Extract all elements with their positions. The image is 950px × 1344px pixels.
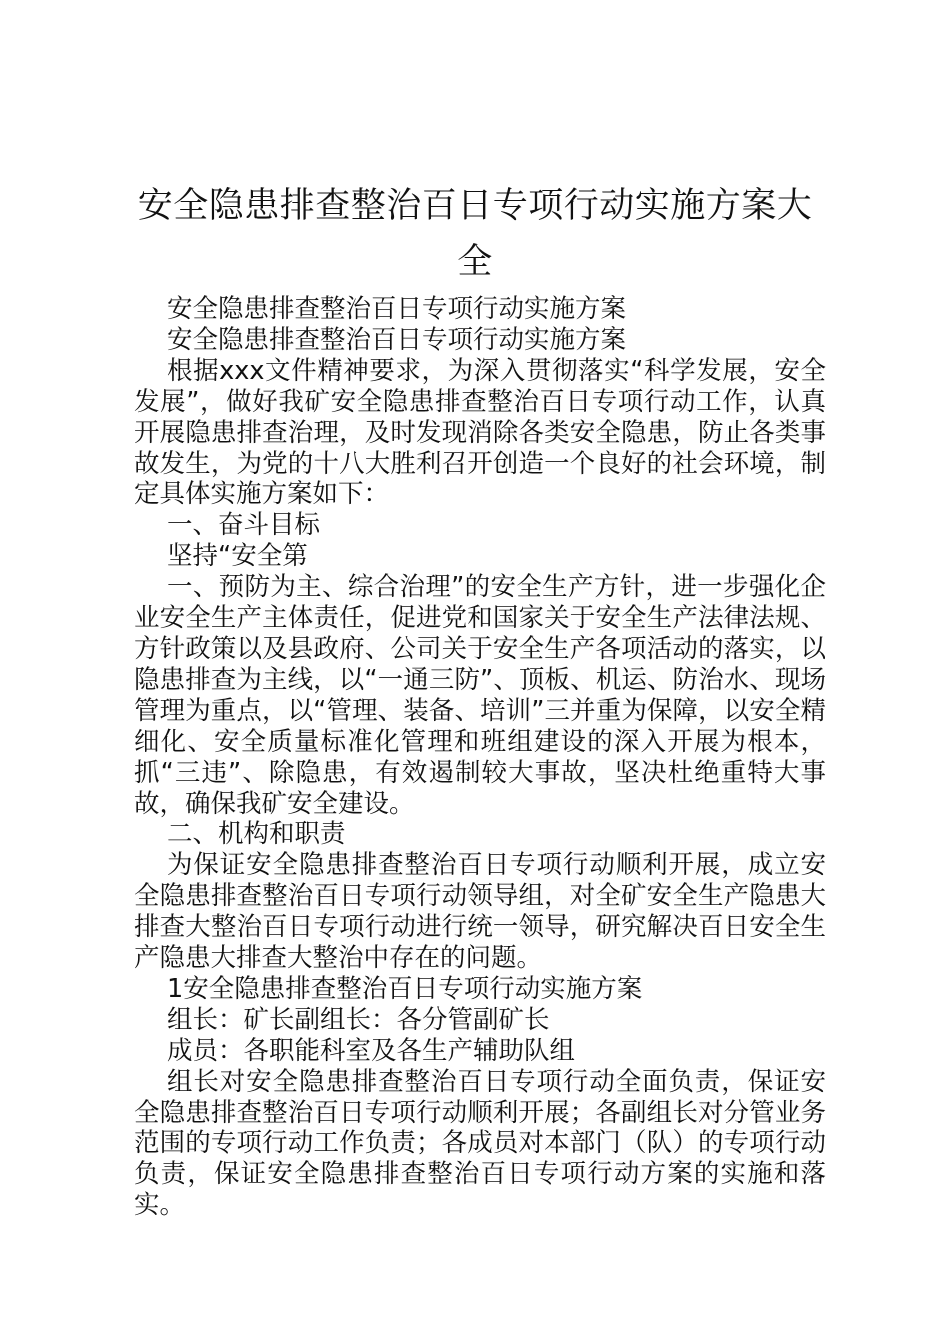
body-paragraph: 一、预防为主、综合治理”的安全生产方针，进一步强化企业安全生产主体责任，促进党和国家关于安全生产法律法规、方针政策以及县政府、公司关于安全生产各项活动的落实，以隐患排查为主线，以“一通三防”、顶板、机运、防治水、现场管理为重点，以“管理、装备、培训”三并重为保障，以安全精细化、安全质量标准化管理和班组建设的深入开展为根本，抓“三违”、除隐患，有效遏制较大事故，坚决杜绝重特大事故，确保我矿安全建设。 xyxy=(134,572,826,819)
section-heading-organization: 二、机构和职责 xyxy=(167,819,346,850)
subtitle-paragraph: 安全隐患排查整治百日专项行动实施方案 xyxy=(167,324,627,355)
body-paragraph: 组长：矿长副组长：各分管副矿长 xyxy=(167,1004,550,1035)
body-paragraph: 为保证安全隐患排查整治百日专项行动顺利开展，成立安全隐患排查整治百日专项行动领导组，对全矿安全生产隐患大排查大整治百日专项行动进行统一领导，研究解决百日安全生产隐患大排查大整治中存在的问题。 xyxy=(134,850,826,974)
body-paragraph: 组长对安全隐患排查整治百日专项行动全面负责，保证安全隐患排查整治百日专项行动顺利开展；各副组长对分管业务范围的专项行动工作负责；各成员对本部门（队）的专项行动负责，保证安全隐患排查整治百日专项行动方案的实施和落实。 xyxy=(134,1066,826,1221)
document-title xyxy=(120,178,830,290)
body-paragraph: 1安全隐患排查整治百日专项行动实施方案 xyxy=(167,973,643,1004)
document-body xyxy=(134,294,826,1221)
title-line-1: 安全隐患排查整治百日专项行动实施方案大 xyxy=(137,186,813,226)
body-paragraph: 成员：各职能科室及各生产辅助队组 xyxy=(167,1035,576,1066)
body-paragraph: 坚持“安全第 xyxy=(167,541,308,572)
title-line-2: 全 xyxy=(457,242,493,282)
section-heading-goals: 一、奋斗目标 xyxy=(167,510,321,541)
subtitle-paragraph: 安全隐患排查整治百日专项行动实施方案 xyxy=(167,294,627,324)
intro-paragraph: 根据xxx文件精神要求，为深入贯彻落实“科学发展，安全发展”，做好我矿安全隐患排查整治百日专项行动工作，认真开展隐患排查治理，及时发现消除各类安全隐患，防止各类事故发生，为党的十八大胜利召开创造一个良好的社会环境，制定具体实施方案如下： xyxy=(134,355,826,510)
